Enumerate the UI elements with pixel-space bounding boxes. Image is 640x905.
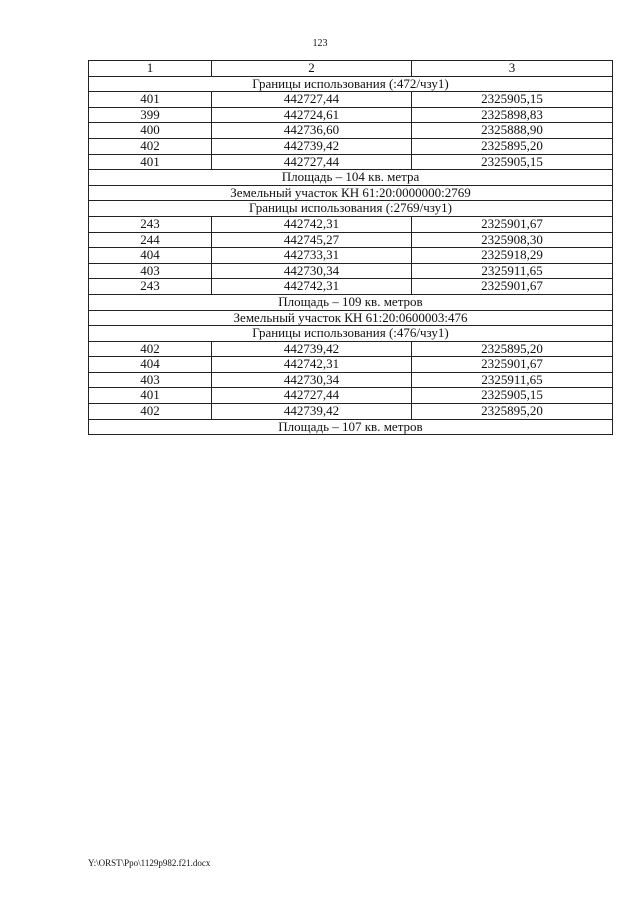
y-coordinate-cell: 2325908,30 — [412, 232, 613, 248]
y-coordinate-cell: 2325895,20 — [412, 404, 613, 420]
point-number-cell: 399 — [89, 107, 212, 123]
coordinates-table — [88, 60, 613, 435]
y-coordinate-cell: 2325888,90 — [412, 123, 613, 139]
table-row — [89, 263, 613, 279]
y-coordinate-cell: 2325911,65 — [412, 263, 613, 279]
section-cell: Границы использования (:476/чзу1) — [89, 326, 613, 342]
point-number-cell: 401 — [89, 92, 212, 108]
table-row — [89, 216, 613, 232]
x-coordinate-cell: 442739,42 — [212, 341, 412, 357]
y-coordinate-cell: 2325918,29 — [412, 248, 613, 264]
x-coordinate-cell: 442745,27 — [212, 232, 412, 248]
point-number-cell: 403 — [89, 263, 212, 279]
section-cell: Площадь – 107 кв. метров — [89, 419, 613, 435]
table-row — [89, 154, 613, 170]
point-number-cell: 404 — [89, 248, 212, 264]
point-number-cell: 243 — [89, 279, 212, 295]
table-row — [89, 357, 613, 373]
table-row — [89, 279, 613, 295]
table-row — [89, 138, 613, 154]
table-row — [89, 248, 613, 264]
section-cell: Земельный участок КН 61:20:0600003:476 — [89, 310, 613, 326]
x-coordinate-cell: 442733,31 — [212, 248, 412, 264]
x-coordinate-cell: 442742,31 — [212, 357, 412, 373]
y-coordinate-cell: 2325895,20 — [412, 341, 613, 357]
table-row — [89, 404, 613, 420]
section-row — [89, 294, 613, 310]
section-cell: Границы использования (:472/чзу1) — [89, 76, 613, 92]
section-cell: Границы использования (:2769/чзу1) — [89, 201, 613, 217]
table-row — [89, 107, 613, 123]
table-row — [89, 232, 613, 248]
point-number-cell: 401 — [89, 154, 212, 170]
section-row — [89, 419, 613, 435]
header-cell-point: 1 — [89, 61, 212, 77]
y-coordinate-cell: 2325911,65 — [412, 372, 613, 388]
point-number-cell: 402 — [89, 341, 212, 357]
section-cell: Земельный участок КН 61:20:0000000:2769 — [89, 185, 613, 201]
x-coordinate-cell: 442730,34 — [212, 372, 412, 388]
y-coordinate-cell: 2325901,67 — [412, 279, 613, 295]
x-coordinate-cell: 442730,34 — [212, 263, 412, 279]
section-row — [89, 185, 613, 201]
table-row — [89, 92, 613, 108]
x-coordinate-cell: 442739,42 — [212, 404, 412, 420]
x-coordinate-cell: 442727,44 — [212, 154, 412, 170]
section-cell: Площадь – 104 кв. метра — [89, 170, 613, 186]
x-coordinate-cell: 442739,42 — [212, 138, 412, 154]
section-row — [89, 76, 613, 92]
section-row — [89, 326, 613, 342]
point-number-cell: 402 — [89, 404, 212, 420]
section-row — [89, 201, 613, 217]
point-number-cell: 401 — [89, 388, 212, 404]
x-coordinate-cell: 442742,31 — [212, 279, 412, 295]
x-coordinate-cell: 442727,44 — [212, 388, 412, 404]
y-coordinate-cell: 2325898,83 — [412, 107, 613, 123]
table-body — [89, 76, 613, 435]
point-number-cell: 400 — [89, 123, 212, 139]
y-coordinate-cell: 2325905,15 — [412, 92, 613, 108]
section-row — [89, 170, 613, 186]
table-header-row — [89, 61, 613, 77]
table-row — [89, 372, 613, 388]
point-number-cell: 243 — [89, 216, 212, 232]
x-coordinate-cell: 442736,60 — [212, 123, 412, 139]
y-coordinate-cell: 2325905,15 — [412, 388, 613, 404]
header-cell-y: 3 — [412, 61, 613, 77]
x-coordinate-cell: 442727,44 — [212, 92, 412, 108]
page-number: 123 — [312, 38, 328, 49]
y-coordinate-cell: 2325901,67 — [412, 357, 613, 373]
y-coordinate-cell: 2325901,67 — [412, 216, 613, 232]
footer-file-path: Y:\ORST\Ppo\1129p982.f21.docx — [88, 858, 211, 868]
header-cell-x: 2 — [212, 61, 412, 77]
table-row — [89, 388, 613, 404]
point-number-cell: 404 — [89, 357, 212, 373]
point-number-cell: 403 — [89, 372, 212, 388]
y-coordinate-cell: 2325905,15 — [412, 154, 613, 170]
section-row — [89, 310, 613, 326]
y-coordinate-cell: 2325895,20 — [412, 138, 613, 154]
section-cell: Площадь – 109 кв. метров — [89, 294, 613, 310]
x-coordinate-cell: 442742,31 — [212, 216, 412, 232]
point-number-cell: 402 — [89, 138, 212, 154]
table-row — [89, 123, 613, 139]
table-row — [89, 341, 613, 357]
point-number-cell: 244 — [89, 232, 212, 248]
x-coordinate-cell: 442724,61 — [212, 107, 412, 123]
